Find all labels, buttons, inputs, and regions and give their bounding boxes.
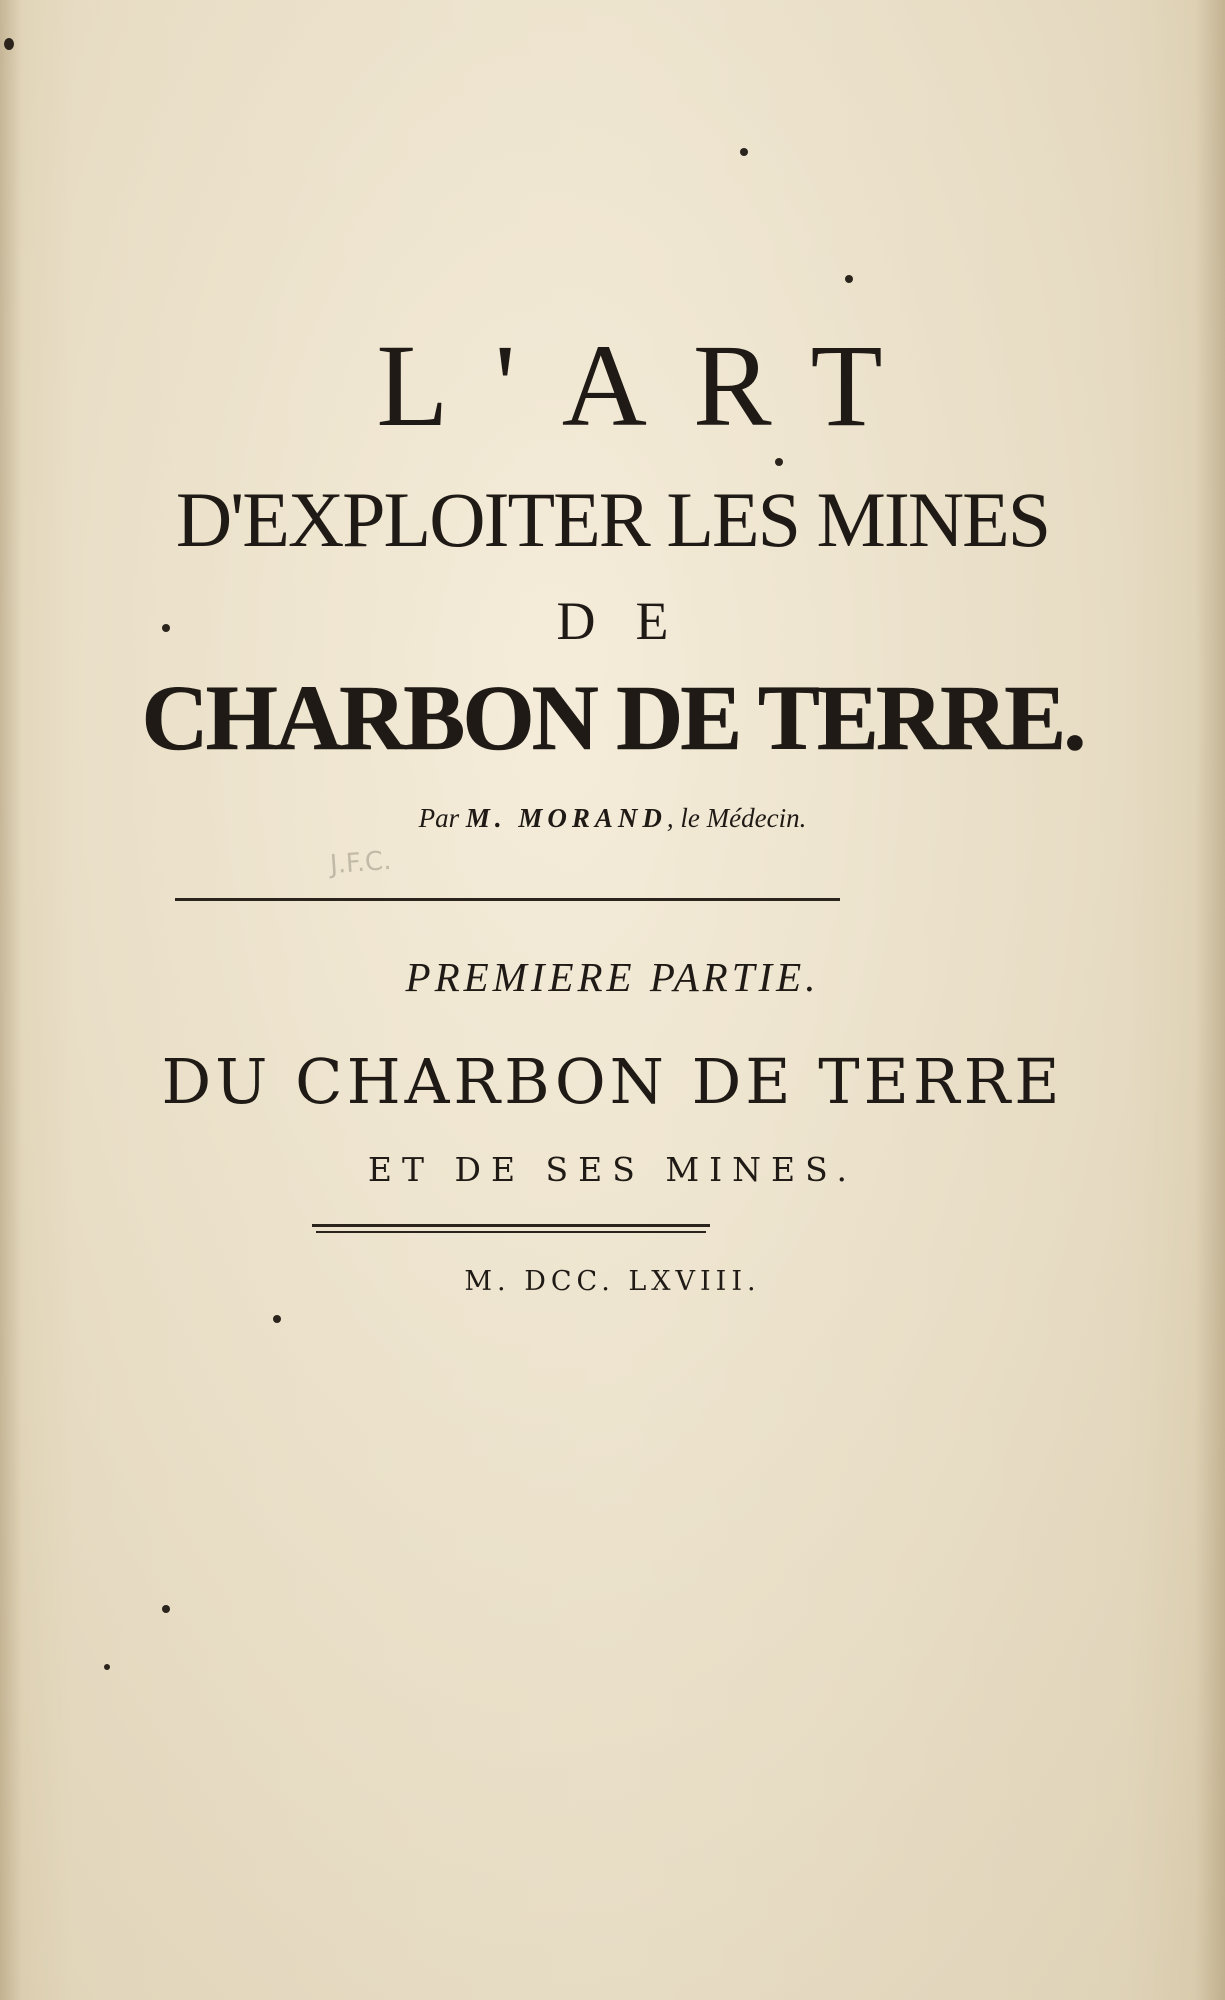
title-line-3: DE: [556, 591, 709, 651]
double-rule-bottom: [316, 1231, 706, 1233]
ink-speck: [4, 38, 14, 50]
author-prefix: Par: [418, 803, 460, 833]
divider-rule: [175, 898, 840, 901]
author-suffix: , le Médecin.: [666, 803, 807, 833]
subtitle-line-1: DU CHARBON DE TERRE: [161, 1045, 1064, 1118]
title-line-2: D'EXPLOITER LES MINES: [175, 476, 1050, 563]
part-heading: PREMIERE PARTIE.: [405, 954, 820, 1000]
subtitle-line-2: ET DE SES MINES.: [367, 1150, 858, 1189]
title-line-1: L'ART: [376, 320, 929, 451]
author-name: M. MORAND: [465, 803, 667, 833]
manuscript-note: J.F.C.: [329, 845, 393, 881]
ink-speck: [104, 1664, 110, 1670]
publication-date: M. DCC. LXVIII.: [464, 1266, 761, 1297]
ink-speck: [775, 458, 783, 466]
author-line: [0, 803, 1225, 834]
title-line-4: CHARBON DE TERRE.: [141, 667, 1084, 770]
ink-speck: [273, 1315, 281, 1323]
double-rule-top: [312, 1224, 710, 1227]
ink-speck: [162, 624, 170, 632]
ink-speck: [845, 275, 853, 283]
ink-speck: [162, 1605, 170, 1613]
ink-speck: [740, 148, 748, 156]
